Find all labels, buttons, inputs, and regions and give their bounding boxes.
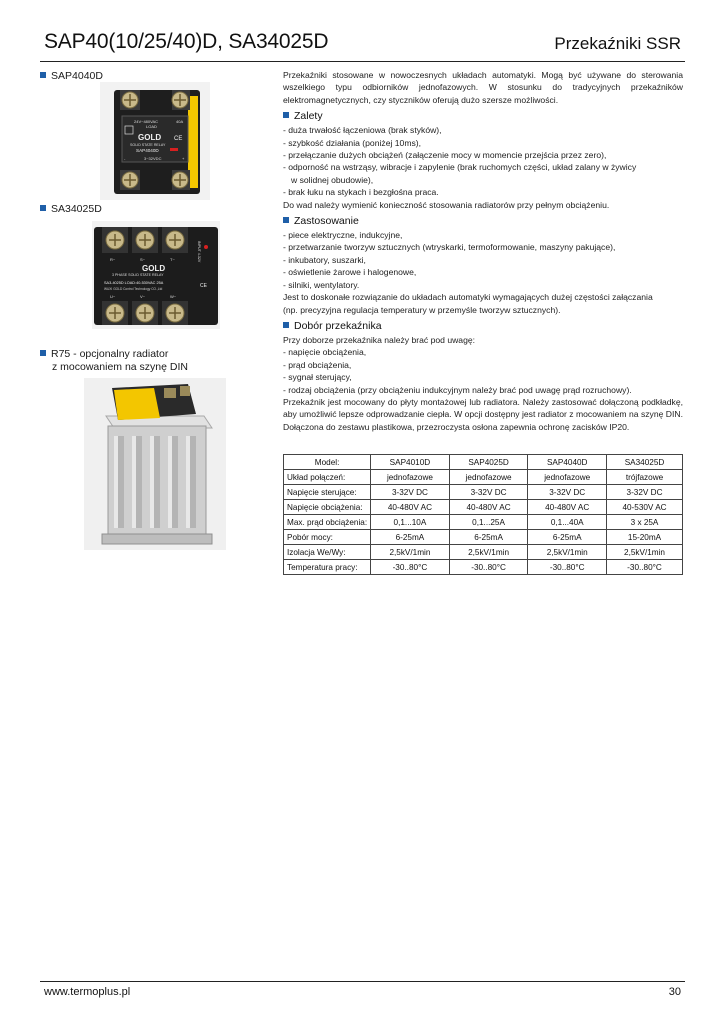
zalety-note: Do wad należy wymienić konieczność stosowania radiatorów przy pełnym obciążeniu. [283, 199, 610, 210]
sa3-w-marking: W~ [170, 294, 177, 299]
product-label-r75: R75 - opcjonalny radiator z mocowaniem na szynę DIN [40, 348, 188, 374]
table-row-label: Napięcie sterujące: [284, 485, 371, 500]
bullet-square-icon [283, 217, 289, 223]
table-row [284, 515, 683, 530]
sa3-s-marking: S~ [140, 257, 146, 262]
bullet-square-icon [40, 205, 46, 211]
sa3-ce-mark: CE [200, 283, 207, 289]
table-cell: 40-480V AC [528, 500, 607, 515]
table-cell: -30..80°C [607, 560, 683, 575]
table-cell: 2,5kV/1min [449, 545, 528, 560]
table-cell: 6-25mA [449, 530, 528, 545]
sap-voltage-marking: 24V~480VAC [134, 119, 159, 124]
table-row [284, 560, 683, 575]
table-row-label: Izolacja We/Wy: [284, 545, 371, 560]
table-header-cell: SA34025D [607, 455, 683, 470]
sap-current-marking: 40A [176, 119, 184, 124]
list-item: - prąd obciążenia, [283, 359, 352, 370]
sa3-v-marking: V~ [140, 294, 146, 299]
table-cell: 0,1...40A [528, 515, 607, 530]
list-item: - inkubatory, suszarki, [283, 254, 366, 265]
table-cell: 40-480V AC [449, 500, 528, 515]
table-header-cell: SAP4025D [449, 455, 528, 470]
sap-model-marking: SAP4040D [136, 148, 159, 153]
table-cell: -30..80°C [449, 560, 528, 575]
product-label-sa34025d: SA34025D [40, 203, 102, 216]
zastosowanie-note-line1: Jest to doskonałe rozwiązanie do układach automatyki wymagających dużej częstości załączania [283, 292, 653, 303]
table-cell: 0,1...25A [449, 515, 528, 530]
sap-load-marking: LOAD [146, 124, 157, 129]
sa3-u-marking: U~ [110, 294, 116, 299]
bullet-square-icon [283, 322, 289, 328]
product-label-sap4040d: SAP4040D [40, 70, 103, 83]
dobor-lead: Przy doborze przekaźnika należy brać pod uwagę: [283, 334, 476, 345]
list-item: - przetwarzanie tworzyw sztucznych (wtryskarki, termoformowanie, maszyny pakujące), [283, 242, 616, 253]
table-cell: jednofazowe [528, 470, 607, 485]
sa3-model-marking: SA3-4025D LOAD:40-530VAC 25A [104, 281, 164, 285]
bullet-square-icon [283, 112, 289, 118]
table-header-row [284, 455, 683, 470]
list-item: - szybkość działania (poniżej 10ms), [283, 137, 422, 148]
zastosowanie-note-line2: (np. precyzyjna regulacja temperatury w przemyśle tworzyw sztucznych). [283, 304, 561, 315]
sap-input-marking: 3~32VDC [144, 156, 162, 161]
sa3-maker-marking: WUXI GOLD Control Technology CO.,Ltd [104, 287, 163, 291]
sa3-brand-logo: GOLD [142, 264, 166, 273]
table-cell: 15-20mA [607, 530, 683, 545]
table-cell: 6-25mA [528, 530, 607, 545]
list-item: - sygnał sterujący, [283, 372, 352, 383]
footer-divider [40, 981, 685, 982]
list-item: - oświetlenie żarowe i halogenowe, [283, 267, 417, 278]
table-cell: 3-32V DC [607, 485, 683, 500]
table-cell: 40-480V AC [371, 500, 450, 515]
table-row [284, 485, 683, 500]
header-divider [40, 61, 685, 62]
table-cell: 3-32V DC [371, 485, 450, 500]
table-header-cell: SAP4040D [528, 455, 607, 470]
sap4040d-relay-image [100, 82, 210, 200]
table-cell: 2,5kV/1min [528, 545, 607, 560]
table-cell: -30..80°C [371, 560, 450, 575]
table-cell: 2,5kV/1min [371, 545, 450, 560]
table-cell: jednofazowe [449, 470, 528, 485]
sap-ce-mark: CE [174, 136, 183, 142]
bullet-square-icon [40, 350, 46, 356]
table-row-label: Pobór mocy: [284, 530, 371, 545]
table-row-label: Napięcie obciążenia: [284, 500, 371, 515]
table-cell: 0,1...10A [371, 515, 450, 530]
table-row [284, 500, 683, 515]
table-row-label: Max. prąd obciążenia: [284, 515, 371, 530]
spec-table [283, 454, 683, 575]
sa3-t-marking: T~ [170, 257, 175, 262]
section-heading-dobor: Dobór przekaźnika [283, 320, 683, 333]
list-item: - brak łuku na stykach i bezgłośna praca. [283, 187, 439, 198]
table-cell: 40-530V AC [607, 500, 683, 515]
footer-website-link[interactable]: www.termoplus.pl [44, 986, 131, 998]
sa34025d-relay-image [92, 221, 220, 329]
bullet-square-icon [40, 72, 46, 78]
table-row-label: Temperatura pracy: [284, 560, 371, 575]
sap-minus-marking: - [124, 156, 126, 161]
table-row-label: Układ połączeń: [284, 470, 371, 485]
table-cell: 3-32V DC [528, 485, 607, 500]
list-item: - silniki, wentylatory. [283, 279, 360, 290]
dobor-note: Przekaźnik jest mocowany do płyty montażowej lub radiatora. Należy zastosować dołączoną podkładkę, aby umożliwić lepsze odprowadzanie ciepła. W opcji dostępny jest radiator z mocowaniem na szynę DIN. Dołączona do zestawu plastikowa, przezroczysta osłona zapewnia ochronę zacisków IP20. [283, 396, 683, 432]
list-item: - przełączanie dużych obciążeń (załączenie mocy w momencie przejścia przez zero), [283, 150, 607, 161]
table-cell: -30..80°C [528, 560, 607, 575]
table-cell: trójfazowe [607, 470, 683, 485]
intro-paragraph: Przekaźniki stosowane w nowoczesnych układach automatyki. Mogą być używane do sterowania wszelkiego typu odbiorników jednofazowych. W stosunku do tradycyjnych przekaźników elektromagnetycznych, czy styczników oferują dużo szersze możliwości. [283, 70, 683, 105]
table-cell: jednofazowe [371, 470, 450, 485]
section-heading-zastosowanie: Zastosowanie [283, 215, 683, 228]
table-row [284, 545, 683, 560]
page-category: Przekaźniki SSR [554, 34, 681, 53]
table-header-cell: Model: [284, 455, 371, 470]
table-header-cell: SAP4010D [371, 455, 450, 470]
sa3-input-marking: INPUT 4-32V [197, 241, 201, 263]
r75-heatsink-image [84, 378, 226, 550]
list-item: - piece elektryczne, indukcyjne, [283, 230, 403, 241]
sap-plus-marking: + [182, 156, 185, 161]
sap-brand-logo: GOLD [138, 133, 162, 142]
page-title: SAP40(10/25/40)D, SA34025D [44, 30, 329, 53]
table-cell: 3-32V DC [449, 485, 528, 500]
table-cell: 6-25mA [371, 530, 450, 545]
page-number: 30 [668, 986, 681, 998]
section-heading-zalety: Zalety [283, 110, 683, 123]
list-item: - rodzaj obciążenia (przy obciążeniu indukcyjnym należy brać pod uwagę prąd rozruchowy). [283, 384, 632, 395]
list-item: - napięcie obciążenia, [283, 347, 367, 358]
list-item: - odporność na wstrząsy, wibracje i zapylenie (brak ruchomych części, układ zalany w żywicy [283, 162, 637, 173]
table-cell: 2,5kV/1min [607, 545, 683, 560]
table-row [284, 470, 683, 485]
sap-desc-marking: SOLID STATE RELAY [130, 143, 166, 147]
list-item: - duża trwałość łączeniowa (brak styków), [283, 125, 442, 136]
table-row [284, 530, 683, 545]
description-column [283, 69, 683, 433]
sa3-desc-marking: 3 PHASE SOLID STATE RELAY [112, 273, 164, 277]
sa3-r-marking: R~ [110, 257, 116, 262]
table-cell: 3 x 25A [607, 515, 683, 530]
list-item: w solidnej obudowie), [291, 174, 374, 185]
